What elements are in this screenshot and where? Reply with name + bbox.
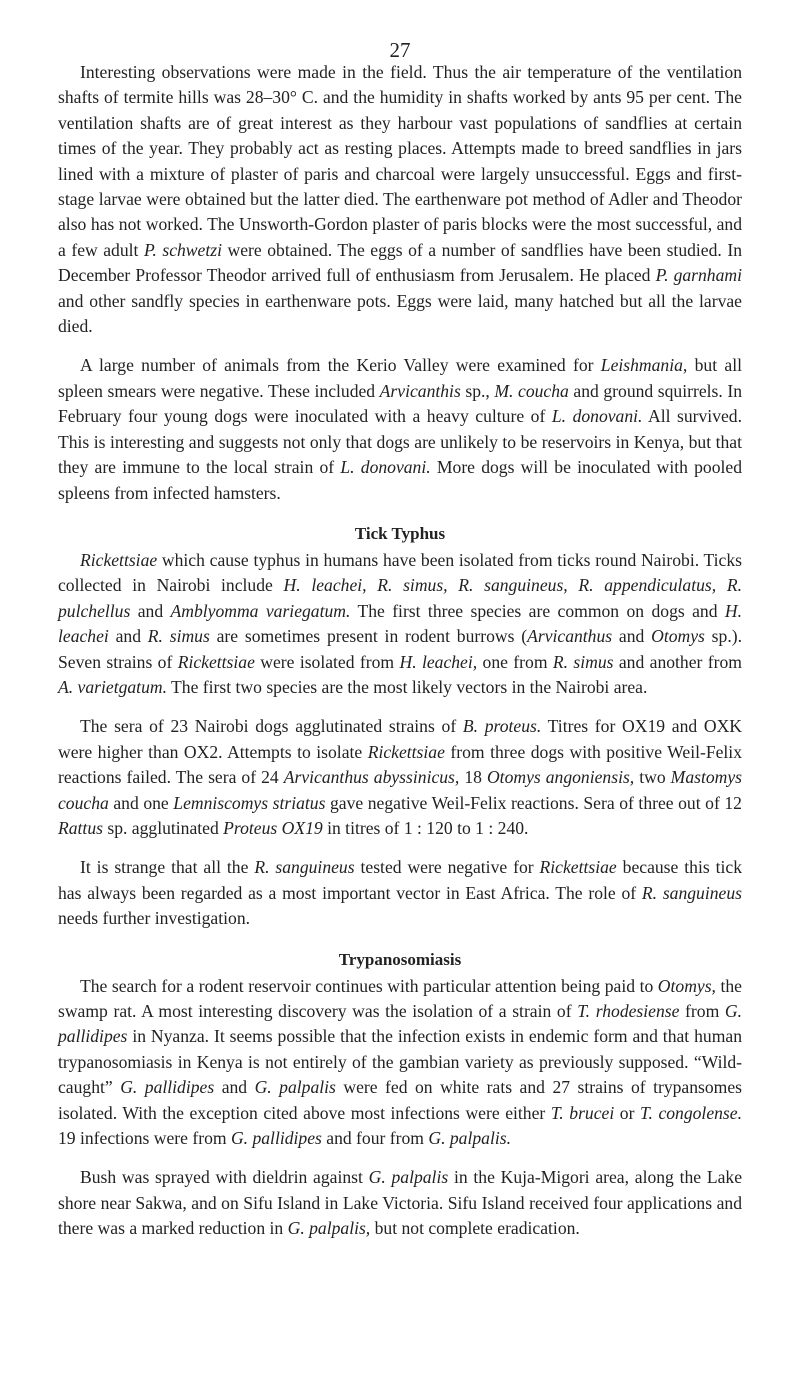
- italic-text: R. simus: [552, 651, 614, 672]
- text-run: the swamp rat. A most interesting discovery was the isolation of a strain of: [58, 975, 742, 1021]
- italic-text: Lemniscomys striatus: [173, 792, 326, 813]
- text-run: which cause typhus in humans have been isolated from ticks round Nairobi. Ticks collected in Nairobi include: [58, 549, 742, 596]
- text-run: in titres of 1 : 120 to 1 : 240.: [322, 817, 529, 838]
- text-run: were isolated from: [254, 651, 400, 672]
- text-run: from three dogs with positive Weil-Felix reactions failed. The sera of 24: [58, 741, 742, 788]
- italic-text: Rattus: [58, 817, 103, 838]
- text-run: gave negative Weil-Felix reactions. Sera of three out of 12: [325, 792, 742, 813]
- text-run: two: [634, 767, 671, 788]
- text-run: but not complete eradication.: [370, 1218, 580, 1239]
- italic-text: T. rhodesiense: [577, 1001, 680, 1021]
- text-run: Interesting observations were made in the field. Thus the air temperature of the ventilation shafts of termite hills was 28–30° C. and the humidity in shafts worked by ants 95 per cent. The ventilation shafts are of great interest as they harbour vast populations of sandflies at certain times of the year. They probably act as resting places. Attempts made to breed sandflies in jars lined with a mixture of plaster of paris and charcoal were largely unsuccessful. Eggs and first-stage larvae were obtained but the latter died. The earthenware pot method of Adler and Theodor also has not worked. The Unsworth-Gordon plaster of paris blocks were the most successful, and a few adult: [58, 62, 742, 260]
- italic-text: Otomys angoniensis,: [486, 767, 635, 788]
- italic-text: M. coucha: [494, 380, 569, 401]
- text-run: from: [679, 1001, 725, 1021]
- section-heading: Tick Typhus: [354, 523, 446, 543]
- italic-text: H. leachei, R. simus, R. sanguineus, R. appendiculatus, R. pulchellus: [58, 575, 742, 621]
- italic-text: Arvicanthus abyssinicus,: [283, 767, 460, 788]
- italic-text: G. palpalis: [254, 1077, 336, 1098]
- text-run: The search for a rodent reservoir continues with particular attention being paid to: [80, 975, 658, 996]
- text-run: but all spleen smears were negative. These included: [58, 355, 742, 401]
- text-run: More dogs will be inoculated with pooled spleens from infected hamsters.: [58, 457, 742, 503]
- paragraph: [58, 60, 742, 339]
- italic-text: G. pallidipes: [120, 1077, 215, 1098]
- text-run: and: [108, 626, 148, 647]
- text-run: and ground squirrels. In February four young dogs were inoculated with a heavy culture of: [58, 380, 742, 427]
- text-run: or: [614, 1102, 640, 1123]
- paragraph: [58, 714, 742, 841]
- text-run: sp.). Seven strains of: [58, 626, 742, 672]
- text-run: are sometimes present in rodent burrows (: [209, 626, 528, 647]
- text-run: and: [214, 1077, 255, 1098]
- italic-text: H. leachei,: [399, 651, 478, 672]
- text-run: 18: [459, 767, 487, 788]
- text-run: and other sandfly species in earthenware pots. Eggs were laid, many hatched but all the larvae died.: [58, 290, 742, 337]
- text-run: needs further investigation.: [58, 908, 251, 929]
- italic-text: G. pallidipes: [58, 1001, 742, 1047]
- italic-text: T. congolense.: [640, 1102, 742, 1123]
- italic-text: P. schwetzi: [143, 239, 222, 260]
- italic-text: G. palpalis: [368, 1167, 449, 1188]
- text-run: in the Kuja-Migori area, along the Lake shore near Sakwa, and on Sifu Island in Lake Victoria. Sifu Island received four applications and there was a marked reduction in: [58, 1167, 743, 1239]
- text-run: and: [612, 626, 652, 647]
- italic-text: R. sanguineus: [641, 882, 742, 903]
- italic-text: T. brucei: [550, 1102, 615, 1123]
- paragraph: [58, 548, 742, 700]
- italic-text: R. simus: [147, 626, 210, 647]
- text-run: and four from: [321, 1128, 429, 1149]
- text-run: Titres for OX19 and OXK were higher than OX2. Attempts to isolate: [58, 716, 742, 762]
- italic-text: Rickettsiae: [539, 857, 617, 878]
- text-run: and: [130, 600, 171, 621]
- italic-text: Rickettsiae: [177, 651, 255, 672]
- italic-text: Arvicanthus: [527, 626, 613, 647]
- text-run: and one: [108, 792, 174, 813]
- text-run: Bush was sprayed with dieldrin against: [80, 1167, 369, 1188]
- italic-text: Proteus OX19: [223, 817, 323, 838]
- italic-text: Rickettsiae: [80, 549, 158, 570]
- italic-text: L. donovani.: [551, 406, 643, 427]
- italic-text: Arvicanthis: [379, 380, 461, 401]
- text-run: 19 infections were from: [58, 1128, 231, 1149]
- italic-text: G. pallidipes: [230, 1128, 322, 1149]
- text-run: The first two species are the most likely vectors in the Nairobi area.: [166, 676, 648, 697]
- paragraph: [58, 974, 742, 1152]
- text-run: tested were negative for: [354, 857, 540, 878]
- text-run: The sera of 23 Nairobi dogs agglutinated strains of: [80, 716, 463, 737]
- italic-text: L. donovani.: [340, 457, 431, 478]
- text-run: because this tick has always been regarded as a most important vector in East Africa. The role of: [58, 857, 742, 903]
- italic-text: H. leachei: [58, 600, 742, 647]
- italic-text: Mastomys coucha: [58, 767, 743, 813]
- italic-text: P. garnhami: [655, 265, 742, 286]
- paragraph: [58, 1165, 742, 1241]
- text-run: sp.,: [460, 380, 495, 401]
- paragraph: [58, 855, 742, 931]
- italic-text: G. palpalis,: [287, 1218, 371, 1239]
- italic-text: Otomys: [651, 626, 705, 647]
- text-run: were fed on white rats and 27 strains of trypansomes isolated. With the exception cited above most infections were either: [58, 1077, 743, 1123]
- section-heading: Trypanosomiasis: [338, 949, 462, 969]
- text-run: were obtained. The eggs of a number of sandflies have been studied. In December Professor Theodor arrived full of enthusiasm from Jerusalem. He placed: [58, 239, 742, 286]
- text-run: one from: [477, 651, 553, 672]
- text-run: in Nyanza. It seems possible that the infection exists in endemic form and that human trypanosomiasis in Kenya is not entirely of the gambian variety as previously supposed. “Wild-caught”: [58, 1026, 742, 1098]
- document-body: [58, 60, 742, 1242]
- italic-text: Rickettsiae: [367, 741, 445, 762]
- italic-text: Otomys,: [657, 975, 716, 996]
- text-run: A large number of animals from the Kerio Valley were examined for: [80, 355, 601, 376]
- text-run: It is strange that all the: [80, 857, 255, 878]
- text-run: All survived. This is interesting and suggests not only that dogs are unlikely to be reservoirs in Kenya, but that they are immune to the local strain of: [58, 406, 742, 478]
- italic-text: Amblyomma variegatum.: [170, 600, 351, 621]
- italic-text: G. palpalis.: [428, 1128, 511, 1149]
- italic-text: A. varietgatum.: [58, 676, 167, 697]
- italic-text: B. proteus.: [462, 716, 542, 737]
- paragraph: [58, 353, 742, 505]
- text-run: The first three species are common on dogs and: [350, 600, 725, 621]
- italic-text: Leishmania,: [600, 355, 688, 376]
- page-number: 27: [389, 38, 411, 62]
- text-run: and another from: [613, 651, 742, 672]
- text-run: sp. agglutinated: [102, 817, 224, 838]
- italic-text: R. sanguineus: [254, 857, 355, 878]
